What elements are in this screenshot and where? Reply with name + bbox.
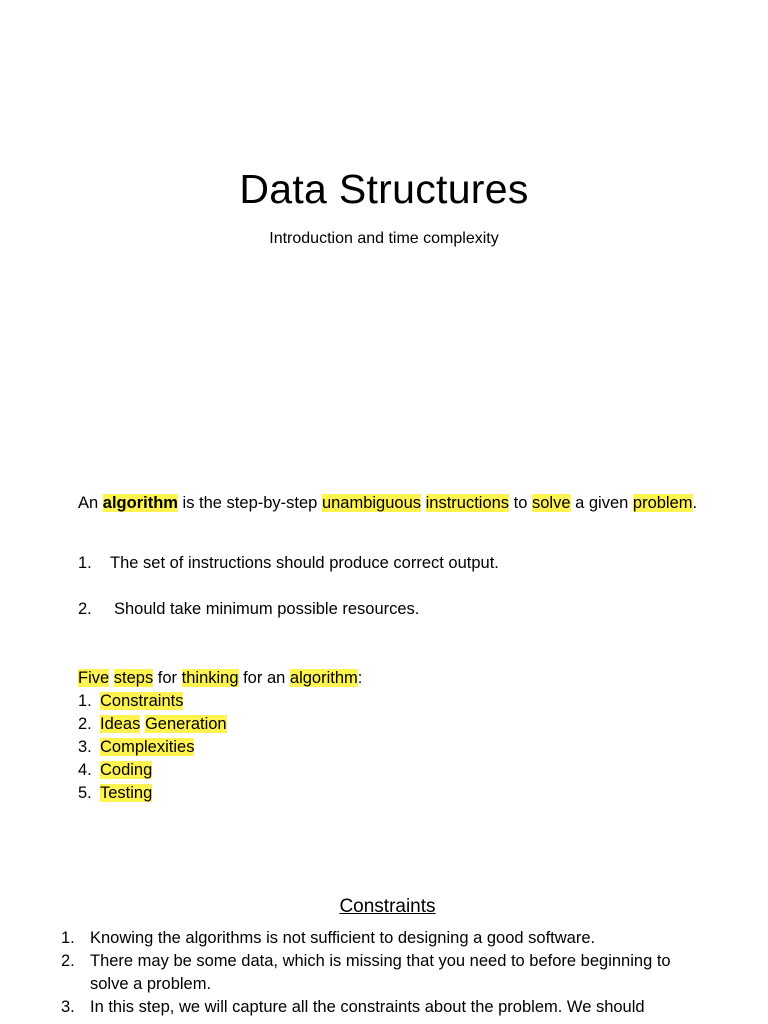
constraint-item [61,929,595,948]
page-title: Data Structures [239,166,529,212]
step-text: Ideas [100,715,141,733]
steps-heading-text: for [153,669,182,687]
requirement-text: Should take minimum possible resources. [114,600,420,618]
step-item [78,692,183,711]
highlight-instructions: instructions [425,494,510,512]
definition-text: a given [570,494,633,512]
list-number: 3. [78,738,92,756]
step-text: Generation [144,715,227,733]
list-number: 2. [61,952,75,970]
step-item [78,784,152,803]
requirement-text: The set of instructions should produce correct output. [110,554,499,572]
step-item [78,761,152,780]
highlight-problem: problem [632,494,693,512]
constraints-heading: Constraints [339,896,436,917]
step-text: Testing [100,784,153,802]
list-number: 2. [78,600,92,618]
requirement-item [78,554,499,573]
highlight-five: Five [78,669,110,687]
list-number: 5. [78,784,92,802]
constraint-text: Knowing the algorithms is not sufficient to designing a good software. [90,929,596,947]
constraint-text: There may be some data, which is missing that you need to before beginning to [90,952,671,970]
highlight-algorithm: algorithm [102,494,178,512]
definition-space [421,494,426,512]
step-item [78,738,194,757]
highlight-algorithm: algorithm [289,669,358,687]
constraint-text-continued: solve a problem. [90,975,212,993]
highlight-thinking: thinking [181,669,239,687]
step-item [78,715,227,734]
constraint-item [61,998,645,1017]
definition-text: to [509,494,532,512]
steps-heading-text: for an [238,669,290,687]
list-number: 1. [78,692,92,710]
definition-text: is the step-by-step [177,494,322,512]
constraint-text: In this step, we will capture all the constraints about the problem. We should [90,998,645,1016]
algorithm-definition [78,494,697,513]
requirement-item [78,600,419,619]
page-subtitle: Introduction and time complexity [269,230,499,247]
constraint-item [61,952,671,971]
list-number: 1. [78,554,92,572]
steps-heading-colon: : [357,669,363,687]
step-text: Coding [100,761,153,779]
steps-heading [78,669,362,688]
definition-text: An [78,494,103,512]
list-number: 3. [61,998,75,1016]
list-number: 2. [78,715,92,733]
list-number: 1. [61,929,75,947]
highlight-unambiguous: unambiguous [321,494,422,512]
list-number: 4. [78,761,92,779]
definition-period: . [692,494,698,512]
highlight-solve: solve [532,494,571,512]
highlight-steps: steps [113,669,154,687]
step-text: Constraints [100,692,184,710]
step-text: Complexities [100,738,195,756]
